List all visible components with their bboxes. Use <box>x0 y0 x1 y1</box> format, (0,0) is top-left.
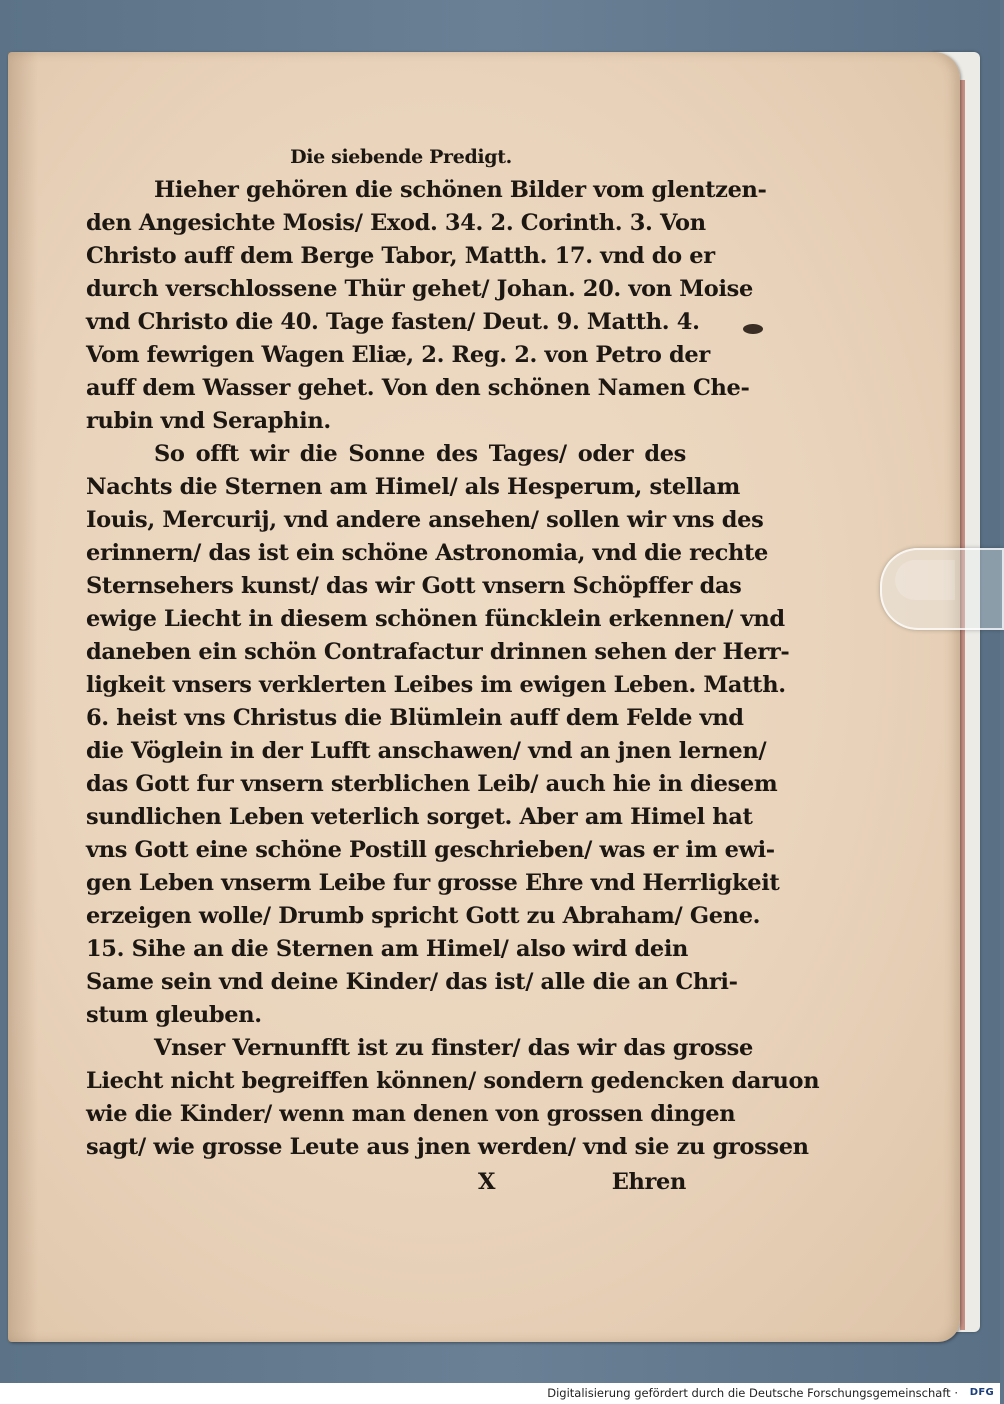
text-line: Nachts die Sternen am Himel/ als Hesperum, stellam <box>86 474 740 500</box>
dfg-logo-icon: DFG <box>969 1387 994 1398</box>
page-foot <box>86 1164 686 1200</box>
text-line: So offt wir die Sonne des Tages/ oder des <box>154 441 686 467</box>
text-line: erzeigen wolle/ Drumb spricht Gott zu Abraham/ Gene. <box>86 903 761 929</box>
text-line: gen Leben vnserm Leibe fur grosse Ehre vnd Herrligkeit <box>86 870 780 896</box>
catchword: Ehren <box>611 1169 686 1195</box>
text-line: das Gott fur vnsern sterblichen Leib/ auch hie in diesem <box>86 771 778 797</box>
funding-credit: Digitalisierung gefördert durch die Deutsche Forschungsgemeinschaft · <box>547 1386 958 1400</box>
text-line: vnd Christo die 40. Tage fasten/ Deut. 9. Matth. 4. <box>86 309 700 335</box>
text-line: sundlichen Leben veterlich sorget. Aber am Himel hat <box>86 804 753 830</box>
text-line: wie die Kinder/ wenn man denen von grossen dingen <box>86 1101 736 1127</box>
text-line: daneben ein schön Contrafactur drinnen sehen der Herr- <box>86 639 790 665</box>
plastic-page-clip-highlight <box>895 560 955 600</box>
text-line: ewige Liecht in diesem schönen füncklein erkennen/ vnd <box>86 606 785 632</box>
text-line: Vnser Vernunfft ist zu finster/ das wir das grosse <box>154 1035 753 1061</box>
signature-mark: X <box>478 1169 496 1195</box>
text-line: 15. Sihe an die Sternen am Himel/ also wird dein <box>86 936 689 962</box>
text-line: erinnern/ das ist ein schöne Astronomia, vnd die rechte <box>86 540 769 566</box>
running-header: Die siebende Predigt. <box>290 146 512 168</box>
footer-bar <box>0 1383 1000 1404</box>
text-line: Christo auff dem Berge Tabor, Matth. 17. vnd do er <box>86 243 715 269</box>
text-line: Vom fewrigen Wagen Eliæ, 2. Reg. 2. von Petro der <box>86 342 710 368</box>
text-line: vns Gott eine schöne Postill geschrieben/ was er im ewi- <box>86 837 775 863</box>
text-line: die Vöglein in der Lufft anschawen/ vnd an jnen lernen/ <box>86 738 767 764</box>
page-text <box>86 140 820 1200</box>
text-line: Hieher gehören die schönen Bilder vom glentzen- <box>154 177 767 203</box>
ink-blot <box>743 324 763 334</box>
red-page-edge <box>960 80 965 1330</box>
text-line: sagt/ wie grosse Leute aus jnen werden/ vnd sie zu grossen <box>86 1134 809 1160</box>
text-line: Same sein vnd deine Kinder/ das ist/ alle die an Chri- <box>86 969 738 995</box>
text-line: rubin vnd Seraphin. <box>86 408 331 434</box>
text-line: 6. heist vns Christus die Blümlein auff dem Felde vnd <box>86 705 744 731</box>
text-line: Sternsehers kunst/ das wir Gott vnsern Schöpffer das <box>86 573 742 599</box>
text-line: den Angesichte Mosis/ Exod. 34. 2. Corinth. 3. Von <box>86 210 706 236</box>
page-gutter-shadow <box>8 52 38 1342</box>
text-line: auff dem Wasser gehet. Von den schönen Namen Che- <box>86 375 750 401</box>
text-line: Liecht nicht begreiffen können/ sondern gedencken daruon <box>86 1068 820 1094</box>
text-line: ligkeit vnsers verklerten Leibes im ewigen Leben. Matth. <box>86 672 786 698</box>
text-line: durch verschlossene Thür gehet/ Johan. 20. von Moise <box>86 276 753 302</box>
text-line: stum gleuben. <box>86 1002 262 1028</box>
text-line: Iouis, Mercurij, vnd andere ansehen/ sollen wir vns des <box>86 507 764 533</box>
